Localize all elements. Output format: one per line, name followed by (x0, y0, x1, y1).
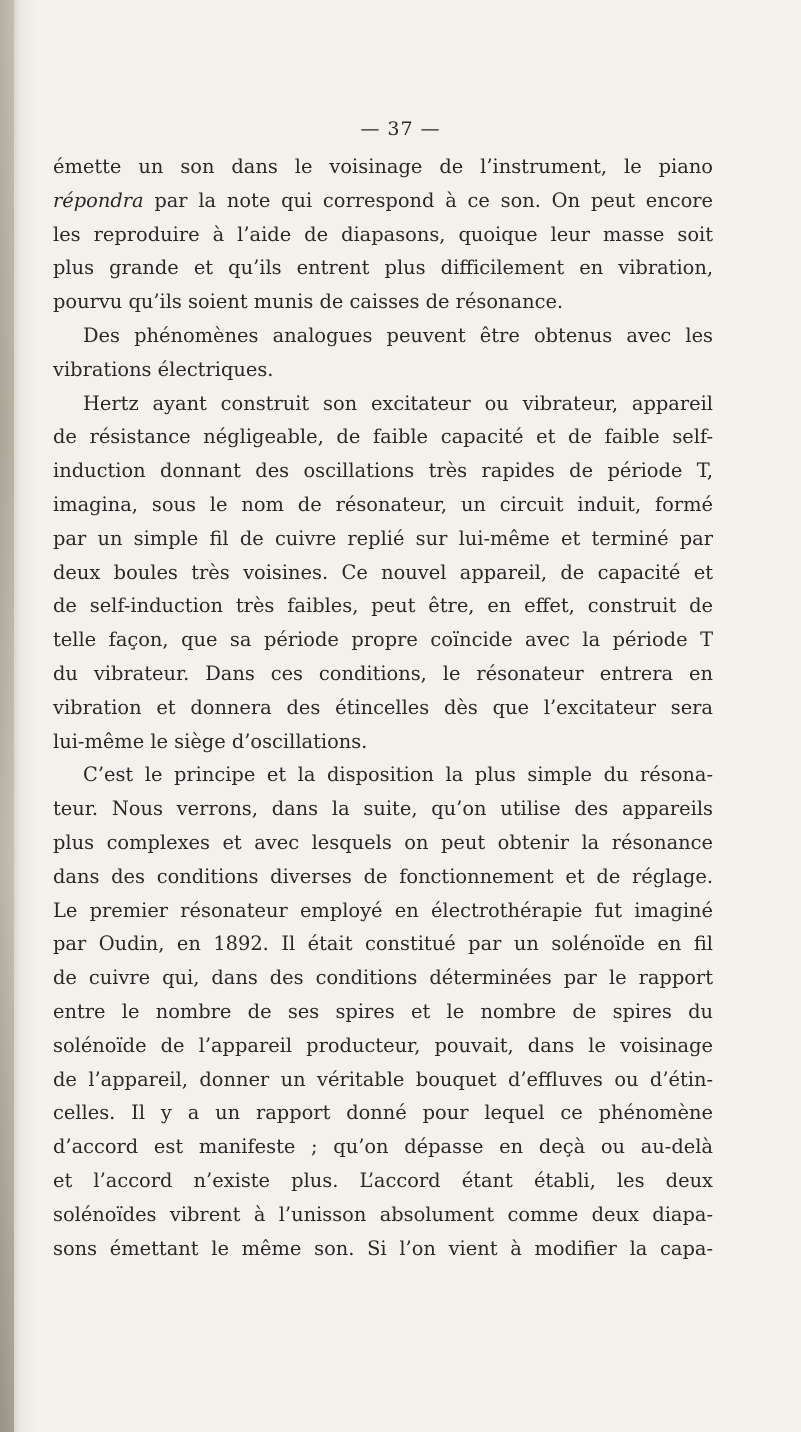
text-line: solénoïdes vibrent à l’unisson absolument comme deux diapa- (53, 1202, 713, 1226)
text-line: vibration et donnera des étincelles dès que l’excitateur sera (53, 695, 713, 719)
text-line: sons émettant le même son. Si l’on vient à modifier la capa- (53, 1236, 713, 1260)
text-line: telle façon, que sa période propre coïncide avec la période T (53, 628, 713, 652)
text-line: les reproduire à l’aide de diapasons, quoique leur masse soit (53, 222, 713, 246)
text-line: et l’accord n’existe plus. L’accord étant établi, les deux (53, 1168, 713, 1192)
text-line: induction donnant des oscillations très rapides de période T, (53, 459, 713, 483)
italic-word: répondra (53, 188, 144, 212)
text-line: Hertz ayant construit son excitateur ou vibrateur, appareil (83, 391, 713, 415)
text-line: celles. Il y a un rapport donné pour lequel ce phénomène (53, 1101, 713, 1125)
text-line: Le premier résonateur employé en électrothérapie fut imaginé (53, 898, 713, 922)
text-line: lui-même le siège d’oscillations. (53, 729, 368, 753)
text-line: deux boules très voisines. Ce nouvel appareil, de capacité et (53, 560, 713, 584)
text-line: dans des conditions diverses de fonctionnement et de réglage. (53, 864, 713, 888)
text-segment: par la note qui correspond à ce son. On peut encore (143, 188, 713, 212)
text-line: de l’appareil, donner un véritable bouquet d’effluves ou d’étin- (53, 1067, 713, 1091)
text-line: de résistance négligeable, de faible capacité et de faible self- (53, 425, 713, 449)
text-line: de self-induction très faibles, peut être, en effet, construit de (53, 594, 713, 618)
text-line: C’est le principe et la disposition la plus simple du résona- (83, 763, 713, 787)
binding-shadow (0, 0, 14, 1432)
text-line: entre le nombre de ses spires et le nombre de spires du (53, 999, 713, 1023)
body-text (53, 150, 713, 1265)
text-line: plus complexes et avec lesquels on peut obtenir la résonance (53, 830, 713, 854)
text-line: solénoïde de l’appareil producteur, pouvait, dans le voisinage (53, 1033, 713, 1057)
text-line: du vibrateur. Dans ces conditions, le résonateur entrera en (53, 661, 713, 685)
text-line: émette un son dans le voisinage de l’instrument, le piano (53, 155, 713, 178)
text-line: pourvu qu’ils soient munis de caisses de résonance. (53, 290, 564, 314)
text-line: d’accord est manifeste ; qu’on dépasse en deçà ou au-delà (53, 1135, 713, 1159)
text-line: de cuivre qui, dans des conditions déterminées par le rapport (53, 966, 713, 990)
text-line (53, 184, 713, 218)
page-number: — 37 — (360, 118, 441, 140)
text-line: vibrations électriques. (53, 357, 274, 381)
text-line: par Oudin, en 1892. Il était constitué par un solénoïde en fil (53, 932, 713, 956)
text-line: Des phénomènes analogues peuvent être obtenus avec les (83, 323, 713, 347)
text-line: teur. Nous verrons, dans la suite, qu’on utilise des appareils (53, 797, 713, 821)
text-line: imagina, sous le nom de résonateur, un circuit induit, formé (53, 492, 713, 516)
text-line: par un simple fil de cuivre replié sur lui-même et terminé par (53, 526, 713, 550)
text-line: plus grande et qu’ils entrent plus difficilement en vibration, (53, 256, 713, 280)
